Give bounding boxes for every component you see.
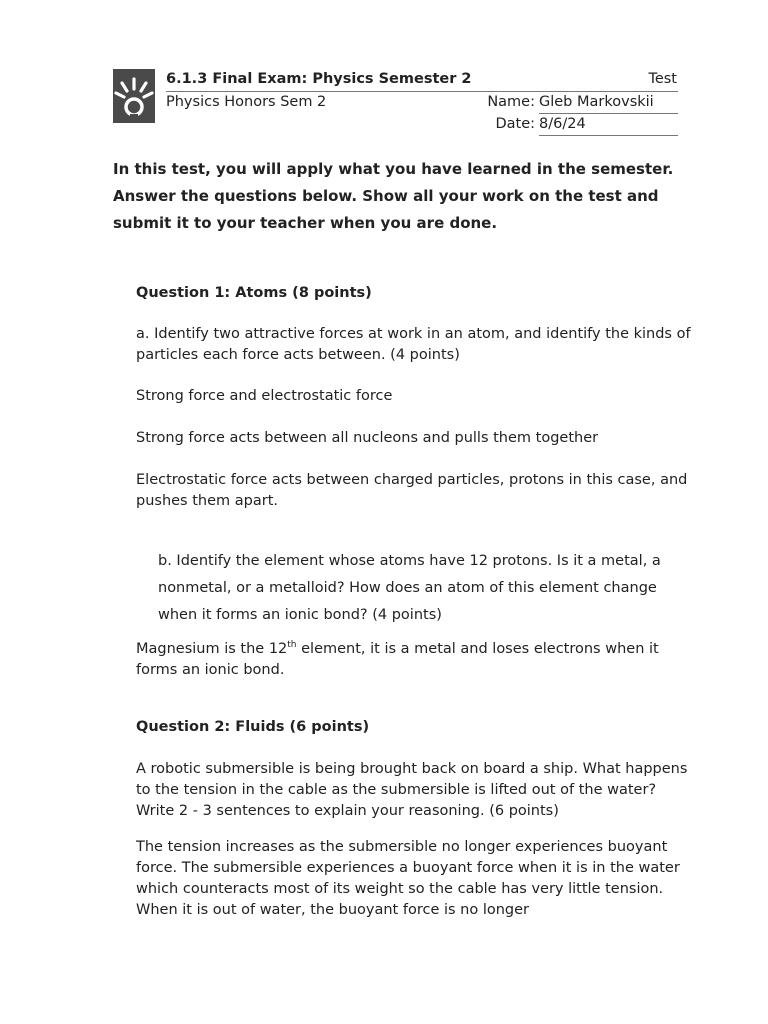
question-1b-answer <box>136 639 696 681</box>
date-field: 8/6/24 <box>539 116 678 136</box>
ordinal-suffix: th <box>287 640 297 650</box>
question-1b-prompt: b. Identify the element whose atoms have 12 protons. Is it a metal, a nonmetal, or a metalloid? How does an atom of this element change when it forms an ionic bond? (4 points) <box>158 553 661 623</box>
header-divider <box>166 91 678 92</box>
question-1a-answer-line-2: Strong force acts between all nucleons and pulls them together <box>136 430 599 446</box>
question-1a-prompt: a. Identify two attractive forces at work in an atom, and identify the kinds of particles each force acts between. (4 points) <box>136 326 691 363</box>
date-label: Date: <box>495 116 535 132</box>
question-1a-answer-line-3: Electrostatic force acts between charged particles, protons in this case, and pushes them apart. <box>136 472 688 509</box>
question-2-heading: Question 2: Fluids (6 points) <box>136 719 370 735</box>
sun-lightbulb-logo-icon <box>113 69 155 123</box>
name-field: Gleb Markovskii <box>539 94 678 114</box>
answer-text-continued: element, it is a metal and loses electrons when it forms an ionic bond. <box>136 641 659 678</box>
question-1-heading: Question 1: Atoms (8 points) <box>136 285 372 301</box>
test-instructions: In this test, you will apply what you have learned in the semester. Answer the questions below. Show all your work on the test and submit it to your teacher when you are done. <box>113 160 674 232</box>
answer-text: Magnesium is the 12 <box>136 641 288 657</box>
question-2-prompt: A robotic submersible is being brought back on board a ship. What happens to the tension in the cable as the submersible is lifted out of the water? Write 2 - 3 sentences to explain your reasoning. (6 points) <box>136 761 688 819</box>
name-label: Name: <box>487 94 535 110</box>
question-1a-answer-line-1: Strong force and electrostatic force <box>136 388 393 404</box>
document-type-label: Test <box>648 71 677 87</box>
exam-title: 6.1.3 Final Exam: Physics Semester 2 <box>166 71 472 87</box>
question-2-answer: The tension increases as the submersible no longer experiences buoyant force. The submersible experiences a buoyant force when it is in the water which counteracts most of its weight so the cable has very little tension. When it is out of water, the buoyant force is no longer <box>136 839 680 918</box>
course-name: Physics Honors Sem 2 <box>166 94 327 110</box>
